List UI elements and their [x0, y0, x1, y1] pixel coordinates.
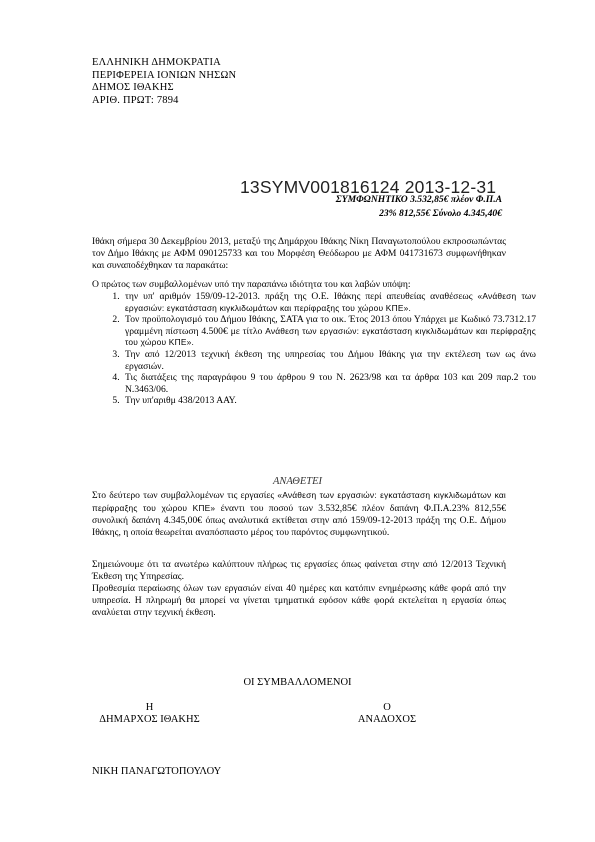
- assignment-text-start: Στο δεύτερο των συμβαλλομένων τις εργασίες: [92, 490, 275, 501]
- list-item: [122, 372, 536, 395]
- list-item-project-title: Ανάθεση των εργασιών: εγκατάσταση κιγκλιδωμάτων και περίφραξης του χώρου ΚΠΕ».: [125, 325, 536, 348]
- contract-summary-line1: ΣΥΜΦΩΝΗΤΙΚΟ 3.532,85€ πλέον Φ.Π.Α: [335, 194, 502, 205]
- mayor-role: ΔΗΜΑΡΧΟΣ ΙΘΑΚΗΣ: [99, 714, 200, 725]
- letterhead: [92, 57, 236, 107]
- assignment-paragraph: [92, 489, 506, 539]
- list-item: [122, 349, 536, 372]
- mayor-article: Η: [145, 702, 154, 713]
- list-item-text: Τον προϋπολογισμό του Δήμου Ιθάκης, ΣΑΤΑ για το οικ. Έτος 2013 όπου Υπάρχει με Κωδικό 73.7312.17 γραμμένη πίστωση 4.500€ με τίτλο: [125, 314, 536, 337]
- list-item-text: Τις διατάξεις της παραγράφου 9 του άρθρου 9 του Ν. 2623/98 και τα άρθρα 103 και 209 παρ.2 του Ν.3463/06.: [125, 372, 536, 395]
- contractor-role: ΑΝΑΔΟΧΟΣ: [357, 714, 417, 725]
- letterhead-municipality: ΔΗΜΟΣ ΙΘΑΚΗΣ: [92, 82, 174, 93]
- protocol-number: ΑΡΙΘ. ΠΡΩΤ: 7894: [92, 94, 179, 106]
- letterhead-region: ΠΕΡΙΦΕΡΕΙΑ ΙΟΝΙΩΝ ΝΗΣΩΝ: [92, 69, 237, 81]
- list-item-text: Την υπ'αριθμ 438/2013 ΑΑΥ.: [125, 395, 237, 407]
- deadline-payment-paragraph: Προθεσμία περαίωσης όλων των εργασιών είναι 40 ημέρες και κατόπιν ενημέρωσης κάθε φορά από την υπηρεσία. Η πληρωμή θα μπορεί να γίνεται τμηματικά εφόσον κάθε φορά εκτελείται η εργασία όπως αναλύεται στην τεχνική έκθεση.: [92, 583, 506, 618]
- list-item: [122, 395, 536, 407]
- contractor-article: Ο: [383, 702, 391, 713]
- letterhead-country: ΕΛΛΗΝΙΚΗ ΔΗΜΟΚΡΑΤΙΑ: [92, 57, 221, 68]
- contract-summary-line2: 23% 812,55€ Σύνολο 4.345,40€: [379, 208, 502, 219]
- considerations-list: [92, 291, 536, 407]
- list-item-project-title: «Ανάθεση των εργασιών: εγκατάσταση κιγκλιδωμάτων και περίφραξης του χώρου ΚΠΕ».: [125, 291, 537, 313]
- assignment-text-end: έναντι του ποσού των 3.532,85€ πλέον δαπάνη Φ.Π.Α.23% 812,55€ συνολική δαπάνη 4.345,00€ όπως αναλυτικά εκτίθεται στην από 159/09-12-2013 πράξη της Ο.Ε. Δήμου Ιθάκης, η οποία θεωρείται αναπόσπαστο μέρος του παρόντος συμφωνητικού.: [92, 503, 506, 538]
- list-item: [122, 314, 536, 349]
- first-party-paragraph: Ο πρώτος των συμβαλλομένων υπό την παραπάνω ιδιότητα του και λαβών υπόψη:: [92, 279, 411, 290]
- assigns-heading: ΑΝΑΘΕΤΕΙ: [272, 476, 323, 487]
- contracting-parties-heading: ΟΙ ΣΥΜΒΑΛΛΟΜΕΝΟΙ: [243, 677, 352, 688]
- document-id-stamp: 13SYMV001816124 2013-12-31: [240, 177, 497, 197]
- signer-name: ΝΙΚΗ ΠΑΝΑΓΩΤΟΠΟΥΛΟΥ: [92, 766, 222, 777]
- list-item-text: την υπ' αριθμόν 159/09-12-2013. πράξη της Ο.Ε. Ιθάκης περί απευθείας αναθέσεως: [125, 291, 473, 302]
- list-item-text: Την από 12/2013 τεχνική έκθεση της υπηρεσίας του Δήμου Ιθάκης για την εκτέλεση των ως άνω εργασιών.: [125, 348, 536, 372]
- intro-paragraph: Ιθάκη σήμερα 30 Δεκεμβρίου 2013, μεταξύ της Δημάρχου Ιθάκης Νίκη Παναγωτοπούλου εκπροσωπώντας τον Δήμο Ιθάκης με ΑΦΜ 090125733 και του Μορφέση Θεόδωρου με ΑΦΜ 041731673 συμφωνήθηκαν και συναποδέχθηκαν τα παρακάτω:: [92, 236, 506, 271]
- mayor-signature-block: [92, 702, 207, 726]
- contractor-signature-block: [352, 702, 422, 726]
- list-item: [122, 291, 536, 314]
- coverage-note-paragraph: Σημειώνουμε ότι τα ανωτέρω καλύπτουν πλήρως τις εργασίες όπως φαίνεται στην από 12/2013 Τεχνική Έκθεση της Υπηρεσίας.: [92, 559, 506, 582]
- assignment-project-title: «Ανάθεση των εργασιών: εγκατάσταση κιγκλιδωμάτων και περίφραξης του χώρου ΚΠΕ»: [92, 490, 506, 513]
